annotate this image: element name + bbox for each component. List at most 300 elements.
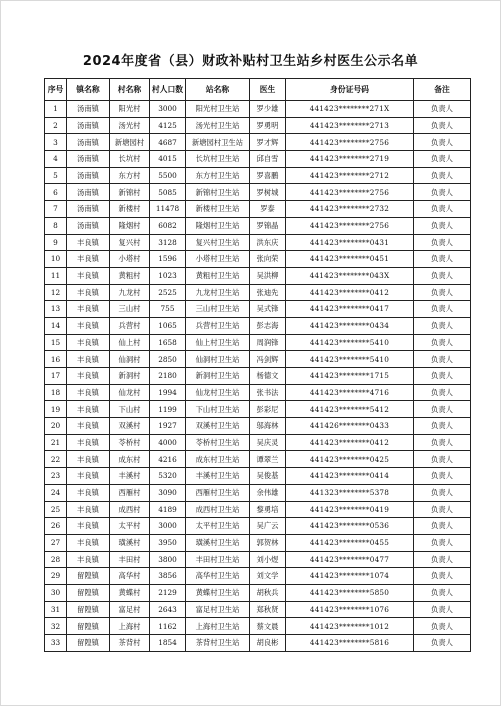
cell-town: 留隍镇 bbox=[67, 568, 110, 585]
cell-town: 汤南镇 bbox=[67, 134, 110, 151]
cell-index: 22 bbox=[45, 451, 67, 468]
cell-doctor: 洪东庆 bbox=[250, 234, 286, 251]
table-row bbox=[45, 601, 471, 618]
table-row bbox=[45, 451, 471, 468]
table-row bbox=[45, 334, 471, 351]
cell-town: 汤南镇 bbox=[67, 201, 110, 218]
header-index: 序号 bbox=[45, 79, 67, 101]
cell-population: 4687 bbox=[150, 134, 186, 151]
cell-doctor: 郭贺林 bbox=[250, 534, 286, 551]
cell-station: 隆烟村卫生站 bbox=[186, 217, 250, 234]
cell-town: 丰良镇 bbox=[67, 518, 110, 535]
doctor-list-table bbox=[44, 78, 471, 652]
cell-doctor: 胡秋兵 bbox=[250, 584, 286, 601]
table-row bbox=[45, 351, 471, 368]
cell-index: 31 bbox=[45, 601, 67, 618]
cell-station: 苓桥村卫生站 bbox=[186, 434, 250, 451]
cell-village: 汤光村 bbox=[110, 117, 150, 134]
cell-index: 24 bbox=[45, 484, 67, 501]
cell-doctor: 冯剑辉 bbox=[250, 351, 286, 368]
cell-id-number: 441423********5410 bbox=[286, 351, 414, 368]
cell-village: 仙上村 bbox=[110, 334, 150, 351]
cell-station: 东方村卫生站 bbox=[186, 167, 250, 184]
cell-remark: 负责人 bbox=[414, 518, 471, 535]
cell-remark: 负责人 bbox=[414, 551, 471, 568]
cell-doctor: 罗锦晶 bbox=[250, 217, 286, 234]
cell-id-number: 441423********1076 bbox=[286, 601, 414, 618]
cell-village: 九龙村 bbox=[110, 284, 150, 301]
cell-population: 4000 bbox=[150, 434, 186, 451]
header-station: 站名称 bbox=[186, 79, 250, 101]
cell-index: 16 bbox=[45, 351, 67, 368]
cell-town: 丰良镇 bbox=[67, 384, 110, 401]
cell-station: 璜溪村卫生站 bbox=[186, 534, 250, 551]
cell-index: 4 bbox=[45, 151, 67, 168]
table-row bbox=[45, 368, 471, 385]
cell-village: 黄粗村 bbox=[110, 267, 150, 284]
header-village: 村名称 bbox=[110, 79, 150, 101]
cell-population: 1199 bbox=[150, 401, 186, 418]
cell-town: 丰良镇 bbox=[67, 484, 110, 501]
cell-population: 5500 bbox=[150, 167, 186, 184]
table-row bbox=[45, 534, 471, 551]
cell-population: 2850 bbox=[150, 351, 186, 368]
cell-id-number: 441423********1012 bbox=[286, 618, 414, 635]
table-row bbox=[45, 117, 471, 134]
cell-station: 丰田村卫生站 bbox=[186, 551, 250, 568]
cell-id-number: 441423********2712 bbox=[286, 167, 414, 184]
cell-id-number: 441423********1715 bbox=[286, 368, 414, 385]
cell-remark: 负责人 bbox=[414, 217, 471, 234]
cell-index: 13 bbox=[45, 301, 67, 318]
cell-population: 1596 bbox=[150, 251, 186, 268]
cell-id-number: 441423********0417 bbox=[286, 301, 414, 318]
cell-village: 成西村 bbox=[110, 501, 150, 518]
cell-station: 成东村卫生站 bbox=[186, 451, 250, 468]
cell-id-number: 441423********2732 bbox=[286, 201, 414, 218]
cell-remark: 负责人 bbox=[414, 134, 471, 151]
cell-town: 丰良镇 bbox=[67, 418, 110, 435]
cell-town: 丰良镇 bbox=[67, 267, 110, 284]
cell-station: 兵营村卫生站 bbox=[186, 317, 250, 334]
cell-remark: 负责人 bbox=[414, 251, 471, 268]
cell-index: 19 bbox=[45, 401, 67, 418]
cell-remark: 负责人 bbox=[414, 151, 471, 168]
cell-id-number: 441423********1074 bbox=[286, 568, 414, 585]
cell-remark: 负责人 bbox=[414, 167, 471, 184]
cell-village: 隆烟村 bbox=[110, 217, 150, 234]
cell-remark: 负责人 bbox=[414, 284, 471, 301]
cell-remark: 负责人 bbox=[414, 267, 471, 284]
cell-doctor: 张书法 bbox=[250, 384, 286, 401]
cell-station: 成西村卫生站 bbox=[186, 501, 250, 518]
cell-population: 4015 bbox=[150, 151, 186, 168]
cell-population: 6082 bbox=[150, 217, 186, 234]
cell-id-number: 441423********0412 bbox=[286, 284, 414, 301]
cell-population: 1927 bbox=[150, 418, 186, 435]
cell-id-number: 441423********2756 bbox=[286, 184, 414, 201]
cell-village: 兵营村 bbox=[110, 317, 150, 334]
cell-doctor: 吴俊基 bbox=[250, 468, 286, 485]
cell-village: 太平村 bbox=[110, 518, 150, 535]
cell-station: 三山村卫生站 bbox=[186, 301, 250, 318]
cell-doctor: 余伟雄 bbox=[250, 484, 286, 501]
cell-index: 3 bbox=[45, 134, 67, 151]
cell-town: 留隍镇 bbox=[67, 635, 110, 652]
cell-doctor: 胡良彬 bbox=[250, 635, 286, 652]
cell-id-number: 441423********0536 bbox=[286, 518, 414, 535]
cell-population: 2643 bbox=[150, 601, 186, 618]
cell-index: 7 bbox=[45, 201, 67, 218]
cell-id-number: 441423********0412 bbox=[286, 434, 414, 451]
cell-village: 新楼村 bbox=[110, 201, 150, 218]
cell-doctor: 罗少雄 bbox=[250, 101, 286, 118]
cell-remark: 负责人 bbox=[414, 184, 471, 201]
table-row bbox=[45, 251, 471, 268]
cell-remark: 负责人 bbox=[414, 584, 471, 601]
cell-doctor: 罗才辉 bbox=[250, 134, 286, 151]
cell-population: 3950 bbox=[150, 534, 186, 551]
cell-doctor: 郑秋贤 bbox=[250, 601, 286, 618]
cell-town: 丰良镇 bbox=[67, 301, 110, 318]
cell-town: 汤南镇 bbox=[67, 184, 110, 201]
cell-population: 4189 bbox=[150, 501, 186, 518]
cell-id-number: 441423********2756 bbox=[286, 217, 414, 234]
table-row bbox=[45, 317, 471, 334]
cell-remark: 负责人 bbox=[414, 317, 471, 334]
cell-population: 3000 bbox=[150, 518, 186, 535]
cell-village: 茶背村 bbox=[110, 635, 150, 652]
cell-village: 下山村 bbox=[110, 401, 150, 418]
cell-id-number: 441423********5410 bbox=[286, 334, 414, 351]
cell-town: 汤南镇 bbox=[67, 217, 110, 234]
cell-population: 3090 bbox=[150, 484, 186, 501]
cell-village: 丰溪村 bbox=[110, 468, 150, 485]
header-remark: 备注 bbox=[414, 79, 471, 101]
cell-doctor: 吴式锋 bbox=[250, 301, 286, 318]
cell-population: 11478 bbox=[150, 201, 186, 218]
cell-population: 3856 bbox=[150, 568, 186, 585]
cell-id-number: 441423********0477 bbox=[286, 551, 414, 568]
cell-id-number: 441423********5412 bbox=[286, 401, 414, 418]
cell-station: 阳光村卫生站 bbox=[186, 101, 250, 118]
cell-population: 1658 bbox=[150, 334, 186, 351]
cell-id-number: 441423********2756 bbox=[286, 134, 414, 151]
cell-index: 9 bbox=[45, 234, 67, 251]
cell-remark: 负责人 bbox=[414, 351, 471, 368]
cell-id-number: 441423********0434 bbox=[286, 317, 414, 334]
cell-doctor: 罗喜鹏 bbox=[250, 167, 286, 184]
cell-doctor: 邱自雪 bbox=[250, 151, 286, 168]
cell-village: 西雁村 bbox=[110, 484, 150, 501]
cell-population: 1162 bbox=[150, 618, 186, 635]
cell-doctor: 彭彩尼 bbox=[250, 401, 286, 418]
cell-id-number: 441423********0451 bbox=[286, 251, 414, 268]
cell-town: 汤南镇 bbox=[67, 117, 110, 134]
cell-doctor: 刘小煜 bbox=[250, 551, 286, 568]
cell-village: 仙龙村 bbox=[110, 384, 150, 401]
cell-village: 新锦村 bbox=[110, 184, 150, 201]
cell-doctor: 蔡文晨 bbox=[250, 618, 286, 635]
cell-town: 丰良镇 bbox=[67, 551, 110, 568]
cell-id-number: 441423********0419 bbox=[286, 501, 414, 518]
cell-index: 1 bbox=[45, 101, 67, 118]
cell-index: 6 bbox=[45, 184, 67, 201]
table-body bbox=[45, 101, 471, 652]
cell-index: 23 bbox=[45, 468, 67, 485]
cell-village: 新洞村 bbox=[110, 368, 150, 385]
cell-village: 复兴村 bbox=[110, 234, 150, 251]
cell-id-number: 441426********0433 bbox=[286, 418, 414, 435]
cell-index: 11 bbox=[45, 267, 67, 284]
cell-station: 九龙村卫生站 bbox=[186, 284, 250, 301]
cell-population: 3800 bbox=[150, 551, 186, 568]
table-row bbox=[45, 151, 471, 168]
cell-remark: 负责人 bbox=[414, 418, 471, 435]
table-row bbox=[45, 401, 471, 418]
cell-station: 茶背村卫生站 bbox=[186, 635, 250, 652]
table-row bbox=[45, 584, 471, 601]
cell-town: 丰良镇 bbox=[67, 401, 110, 418]
cell-remark: 负责人 bbox=[414, 101, 471, 118]
cell-town: 留隍镇 bbox=[67, 601, 110, 618]
cell-town: 汤南镇 bbox=[67, 167, 110, 184]
cell-index: 25 bbox=[45, 501, 67, 518]
cell-town: 丰良镇 bbox=[67, 251, 110, 268]
cell-population: 4125 bbox=[150, 117, 186, 134]
cell-town: 丰良镇 bbox=[67, 468, 110, 485]
cell-town: 丰良镇 bbox=[67, 317, 110, 334]
cell-doctor: 刘文学 bbox=[250, 568, 286, 585]
table-row bbox=[45, 301, 471, 318]
cell-station: 黄蝶村卫生站 bbox=[186, 584, 250, 601]
cell-station: 汤光村卫生站 bbox=[186, 117, 250, 134]
cell-station: 新锦村卫生站 bbox=[186, 184, 250, 201]
cell-village: 上海村 bbox=[110, 618, 150, 635]
cell-index: 12 bbox=[45, 284, 67, 301]
cell-doctor: 罗树城 bbox=[250, 184, 286, 201]
cell-index: 8 bbox=[45, 217, 67, 234]
cell-village: 新塘园村 bbox=[110, 134, 150, 151]
cell-index: 14 bbox=[45, 317, 67, 334]
cell-town: 丰良镇 bbox=[67, 234, 110, 251]
cell-doctor: 吴广云 bbox=[250, 518, 286, 535]
cell-town: 汤南镇 bbox=[67, 151, 110, 168]
cell-remark: 负责人 bbox=[414, 384, 471, 401]
cell-remark: 负责人 bbox=[414, 368, 471, 385]
cell-doctor: 吴庆灵 bbox=[250, 434, 286, 451]
table-row bbox=[45, 484, 471, 501]
cell-doctor: 罗泰 bbox=[250, 201, 286, 218]
cell-population: 5085 bbox=[150, 184, 186, 201]
cell-index: 30 bbox=[45, 584, 67, 601]
cell-id-number: 441423********2719 bbox=[286, 151, 414, 168]
cell-village: 三山村 bbox=[110, 301, 150, 318]
cell-index: 20 bbox=[45, 418, 67, 435]
cell-population: 5320 bbox=[150, 468, 186, 485]
cell-station: 仙上村卫生站 bbox=[186, 334, 250, 351]
cell-station: 高华村卫生站 bbox=[186, 568, 250, 585]
cell-town: 丰良镇 bbox=[67, 368, 110, 385]
cell-village: 长坑村 bbox=[110, 151, 150, 168]
cell-station: 富足村卫生站 bbox=[186, 601, 250, 618]
cell-index: 32 bbox=[45, 618, 67, 635]
table-row bbox=[45, 518, 471, 535]
cell-station: 仙龙村卫生站 bbox=[186, 384, 250, 401]
cell-remark: 负责人 bbox=[414, 117, 471, 134]
cell-index: 5 bbox=[45, 167, 67, 184]
cell-remark: 负责人 bbox=[414, 401, 471, 418]
cell-station: 黄粗村卫生站 bbox=[186, 267, 250, 284]
cell-remark: 负责人 bbox=[414, 301, 471, 318]
table-row bbox=[45, 551, 471, 568]
header-population: 村人口数 bbox=[150, 79, 186, 101]
cell-village: 高华村 bbox=[110, 568, 150, 585]
cell-town: 丰良镇 bbox=[67, 501, 110, 518]
cell-station: 双溪村卫生站 bbox=[186, 418, 250, 435]
cell-id-number: 441423********0414 bbox=[286, 468, 414, 485]
cell-town: 丰良镇 bbox=[67, 334, 110, 351]
cell-remark: 负责人 bbox=[414, 484, 471, 501]
cell-doctor: 黎勇培 bbox=[250, 501, 286, 518]
cell-population: 1854 bbox=[150, 635, 186, 652]
cell-population: 1065 bbox=[150, 317, 186, 334]
cell-town: 汤南镇 bbox=[67, 101, 110, 118]
cell-population: 1994 bbox=[150, 384, 186, 401]
cell-population: 4216 bbox=[150, 451, 186, 468]
cell-index: 28 bbox=[45, 551, 67, 568]
cell-town: 留隍镇 bbox=[67, 584, 110, 601]
cell-doctor: 谭翠兰 bbox=[250, 451, 286, 468]
cell-index: 15 bbox=[45, 334, 67, 351]
cell-doctor: 周润锋 bbox=[250, 334, 286, 351]
cell-village: 东方村 bbox=[110, 167, 150, 184]
cell-doctor: 吴洪柳 bbox=[250, 267, 286, 284]
cell-population: 755 bbox=[150, 301, 186, 318]
cell-station: 下山村卫生站 bbox=[186, 401, 250, 418]
cell-doctor: 彭志海 bbox=[250, 317, 286, 334]
cell-population: 3000 bbox=[150, 101, 186, 118]
cell-town: 丰良镇 bbox=[67, 451, 110, 468]
cell-village: 双溪村 bbox=[110, 418, 150, 435]
cell-village: 阳光村 bbox=[110, 101, 150, 118]
cell-index: 10 bbox=[45, 251, 67, 268]
cell-village: 苓桥村 bbox=[110, 434, 150, 451]
document-title: 2024年度省（县）财政补贴村卫生站乡村医生公示名单 bbox=[82, 54, 419, 69]
cell-station: 复兴村卫生站 bbox=[186, 234, 250, 251]
cell-id-number: 441323********5378 bbox=[286, 484, 414, 501]
table-row bbox=[45, 201, 471, 218]
cell-remark: 负责人 bbox=[414, 534, 471, 551]
cell-village: 璜溪村 bbox=[110, 534, 150, 551]
cell-station: 新塘园村卫生站 bbox=[186, 134, 250, 151]
table-row bbox=[45, 234, 471, 251]
cell-station: 上海村卫生站 bbox=[186, 618, 250, 635]
cell-index: 26 bbox=[45, 518, 67, 535]
table-row bbox=[45, 101, 471, 118]
cell-remark: 负责人 bbox=[414, 234, 471, 251]
cell-index: 27 bbox=[45, 534, 67, 551]
table-row bbox=[45, 267, 471, 284]
table-row bbox=[45, 184, 471, 201]
cell-remark: 负责人 bbox=[414, 501, 471, 518]
cell-village: 丰田村 bbox=[110, 551, 150, 568]
table-row bbox=[45, 434, 471, 451]
header-doctor: 医生 bbox=[250, 79, 286, 101]
cell-remark: 负责人 bbox=[414, 568, 471, 585]
cell-population: 3128 bbox=[150, 234, 186, 251]
table-row bbox=[45, 217, 471, 234]
cell-remark: 负责人 bbox=[414, 434, 471, 451]
table-row bbox=[45, 501, 471, 518]
table-row bbox=[45, 384, 471, 401]
cell-id-number: 441423********271X bbox=[286, 101, 414, 118]
table-row bbox=[45, 618, 471, 635]
cell-index: 21 bbox=[45, 434, 67, 451]
cell-index: 2 bbox=[45, 117, 67, 134]
cell-index: 18 bbox=[45, 384, 67, 401]
cell-station: 长坑村卫生站 bbox=[186, 151, 250, 168]
table-row bbox=[45, 418, 471, 435]
cell-remark: 负责人 bbox=[414, 618, 471, 635]
cell-town: 丰良镇 bbox=[67, 351, 110, 368]
cell-population: 2129 bbox=[150, 584, 186, 601]
cell-station: 新洞村卫生站 bbox=[186, 368, 250, 385]
cell-id-number: 441423********4716 bbox=[286, 384, 414, 401]
cell-village: 成东村 bbox=[110, 451, 150, 468]
cell-id-number: 441423********0455 bbox=[286, 534, 414, 551]
cell-index: 29 bbox=[45, 568, 67, 585]
cell-id-number: 441423********0431 bbox=[286, 234, 414, 251]
cell-id-number: 441423********5816 bbox=[286, 635, 414, 652]
cell-town: 留隍镇 bbox=[67, 618, 110, 635]
cell-remark: 负责人 bbox=[414, 468, 471, 485]
cell-remark: 负责人 bbox=[414, 334, 471, 351]
cell-town: 丰良镇 bbox=[67, 284, 110, 301]
cell-doctor: 杨德文 bbox=[250, 368, 286, 385]
table-row bbox=[45, 635, 471, 652]
header-town: 镇名称 bbox=[67, 79, 110, 101]
cell-population: 2525 bbox=[150, 284, 186, 301]
table-header-row bbox=[45, 79, 471, 101]
cell-station: 小塔村卫生站 bbox=[186, 251, 250, 268]
table-row bbox=[45, 568, 471, 585]
cell-population: 1023 bbox=[150, 267, 186, 284]
cell-station: 仙洞村卫生站 bbox=[186, 351, 250, 368]
cell-village: 小塔村 bbox=[110, 251, 150, 268]
cell-station: 丰溪村卫生站 bbox=[186, 468, 250, 485]
cell-doctor: 张向荣 bbox=[250, 251, 286, 268]
cell-id-number: 441423********0425 bbox=[286, 451, 414, 468]
table-row bbox=[45, 468, 471, 485]
cell-doctor: 张迪先 bbox=[250, 284, 286, 301]
cell-population: 2180 bbox=[150, 368, 186, 385]
cell-doctor: 邬海林 bbox=[250, 418, 286, 435]
header-id-number: 身份证号码 bbox=[286, 79, 414, 101]
cell-remark: 负责人 bbox=[414, 635, 471, 652]
cell-remark: 负责人 bbox=[414, 601, 471, 618]
cell-station: 新楼村卫生站 bbox=[186, 201, 250, 218]
cell-remark: 负责人 bbox=[414, 201, 471, 218]
cell-remark: 负责人 bbox=[414, 451, 471, 468]
cell-id-number: 441423********2713 bbox=[286, 117, 414, 134]
table-row bbox=[45, 167, 471, 184]
cell-village: 仙洞村 bbox=[110, 351, 150, 368]
cell-station: 太平村卫生站 bbox=[186, 518, 250, 535]
cell-town: 丰良镇 bbox=[67, 534, 110, 551]
cell-id-number: 441423********5850 bbox=[286, 584, 414, 601]
cell-id-number: 441423********043X bbox=[286, 267, 414, 284]
